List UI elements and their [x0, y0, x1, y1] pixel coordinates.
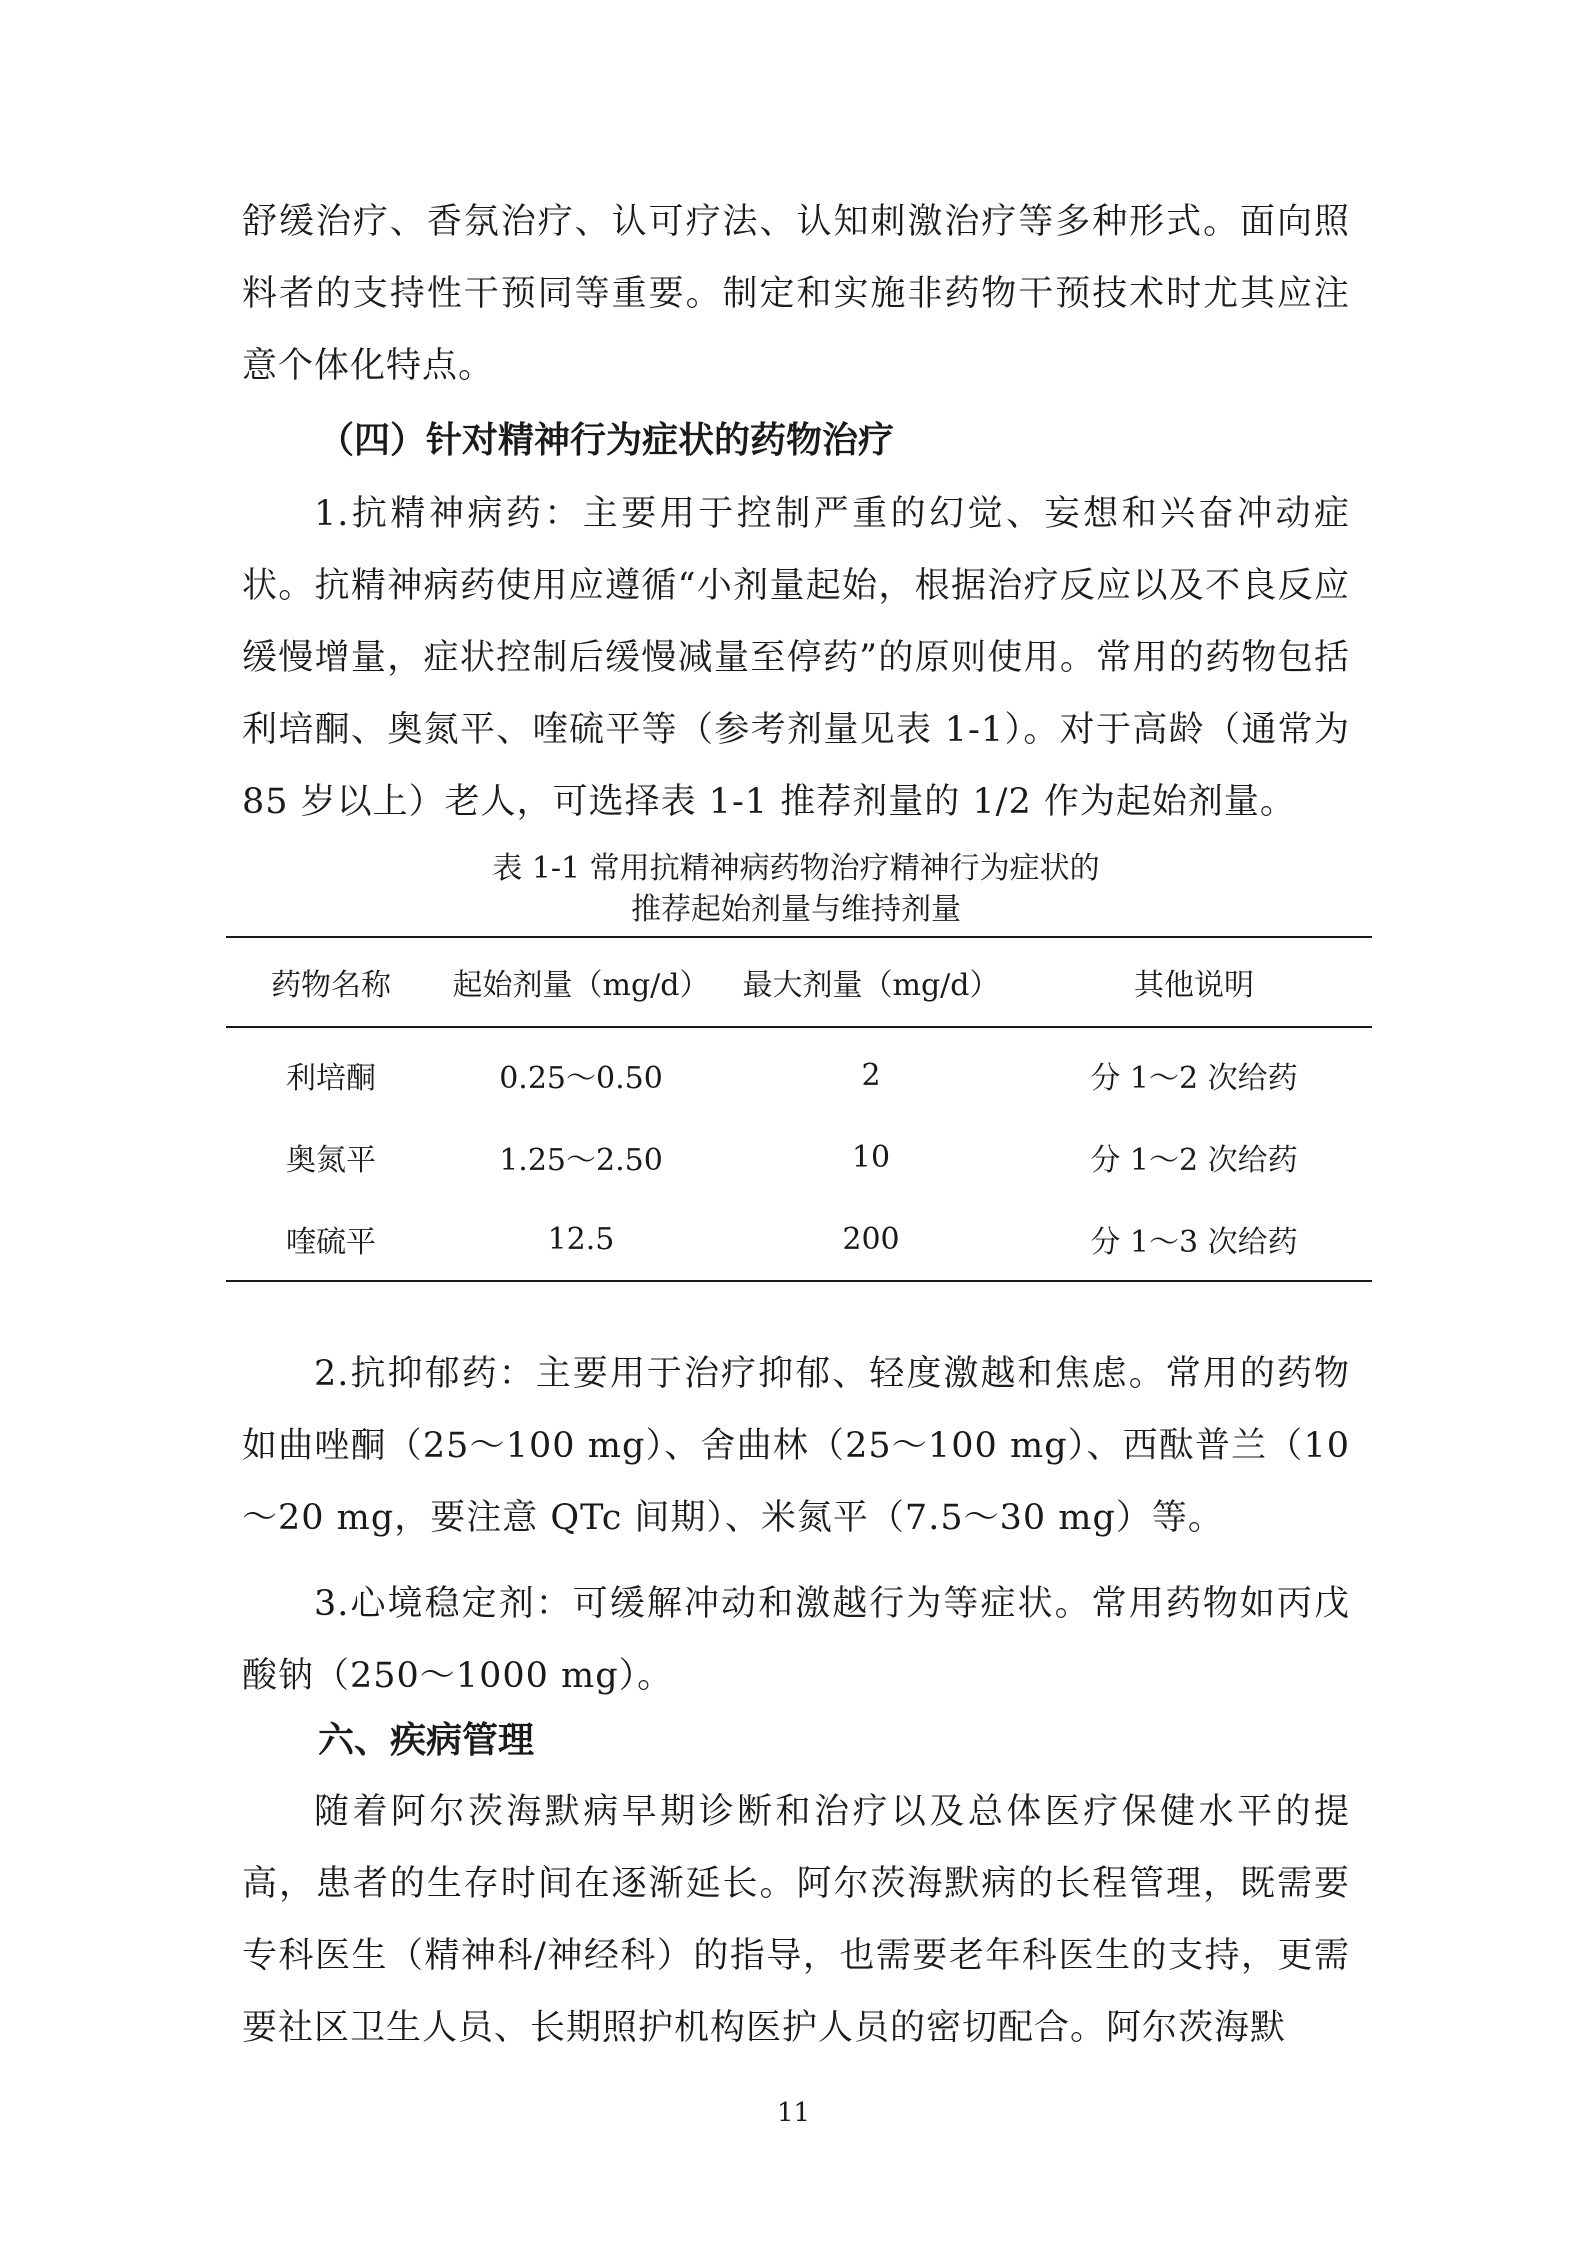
cell-max-dose: 2 [861, 1057, 881, 1093]
cell-notes: 分 1～2 次给药 [1090, 1061, 1298, 1096]
cell-starting-dose: 1.25～2.50 [499, 1143, 663, 1178]
table-row [226, 1198, 1372, 1281]
cell-starting-dose: 12.5 [436, 1198, 726, 1281]
header-starting-dose: 起始剂量（mg/d） [436, 937, 726, 1027]
cell-drug-name: 喹硫平 [226, 1198, 436, 1281]
header-notes: 其他说明 [1016, 937, 1372, 1027]
paragraph-antidepressants: 2.抗抑郁药：主要用于治疗抑郁、轻度激越和焦虑。常用的药物如曲唑酮（25～100 mg）、舍曲林（25～100 mg）、西酞普兰（10～20 mg，要注意 QTc 间期）、米氮平（7.5～30 mg）等。 [242, 1354, 1350, 1538]
dosage-table [226, 936, 1372, 1282]
header-drug-name: 药物名称 [226, 937, 436, 1027]
section-heading-disease-management: 六、疾病管理 [318, 1720, 535, 1761]
cell-drug-name: 利培酮 [286, 1061, 376, 1096]
page-number: 11 [776, 2098, 811, 2128]
cell-max-dose: 200 [726, 1198, 1016, 1281]
paragraph-disease-management: 随着阿尔茨海默病早期诊断和治疗以及总体医疗保健水平的提高，患者的生存时间在逐渐延长。阿尔茨海默病的长程管理，既需要专科医生（精神科/神经科）的指导，也需要老年科医生的支持，更需要社区卫生人员、长期照护机构医护人员的密切配合。阿尔茨海默 [242, 1792, 1350, 2048]
paragraph-antipsychotics: 1.抗精神病药：主要用于控制严重的幻觉、妄想和兴奋冲动症状。抗精神病药使用应遵循“小剂量起始，根据治疗反应以及不良反应缓慢增量，症状控制后缓慢减量至停药”的原则使用。常用的药物包括利培酮、奥氮平、喹硫平等（参考剂量见表 1-1）。对于高龄（通常为 85 岁以上）老人，可选择表 1-1 推荐剂量的 1/2 作为起始剂量。 [242, 494, 1350, 822]
paragraph-mood-stabilizers: 3.心境稳定剂：可缓解冲动和激越行为等症状。常用药物如丙戊酸钠（250～1000 mg）。 [242, 1584, 1350, 1696]
table-caption-line1: 表 1-1 常用抗精神病药物治疗精神行为症状的 [492, 851, 1100, 886]
cell-drug-name: 奥氮平 [286, 1143, 376, 1178]
table-row [226, 1116, 1372, 1198]
cell-starting-dose: 0.25～0.50 [499, 1061, 663, 1096]
table-row [226, 1027, 1372, 1116]
cell-notes: 分 1～3 次给药 [1016, 1198, 1372, 1281]
cell-notes: 分 1～2 次给药 [1090, 1143, 1298, 1178]
header-max-dose: 最大剂量（mg/d） [726, 937, 1016, 1027]
cell-max-dose: 10 [851, 1139, 891, 1175]
paragraph-nonpharm-continuation: 舒缓治疗、香氛治疗、认可疗法、认知刺激治疗等多种形式。面向照料者的支持性干预同等重要。制定和实施非药物干预技术时尤其应注意个体化特点。 [242, 202, 1350, 386]
subheading-drug-treatment: （四）针对精神行为症状的药物治疗 [318, 420, 895, 461]
table-header-row [226, 937, 1372, 1027]
table-caption-line2: 推荐起始剂量与维持剂量 [631, 892, 961, 927]
